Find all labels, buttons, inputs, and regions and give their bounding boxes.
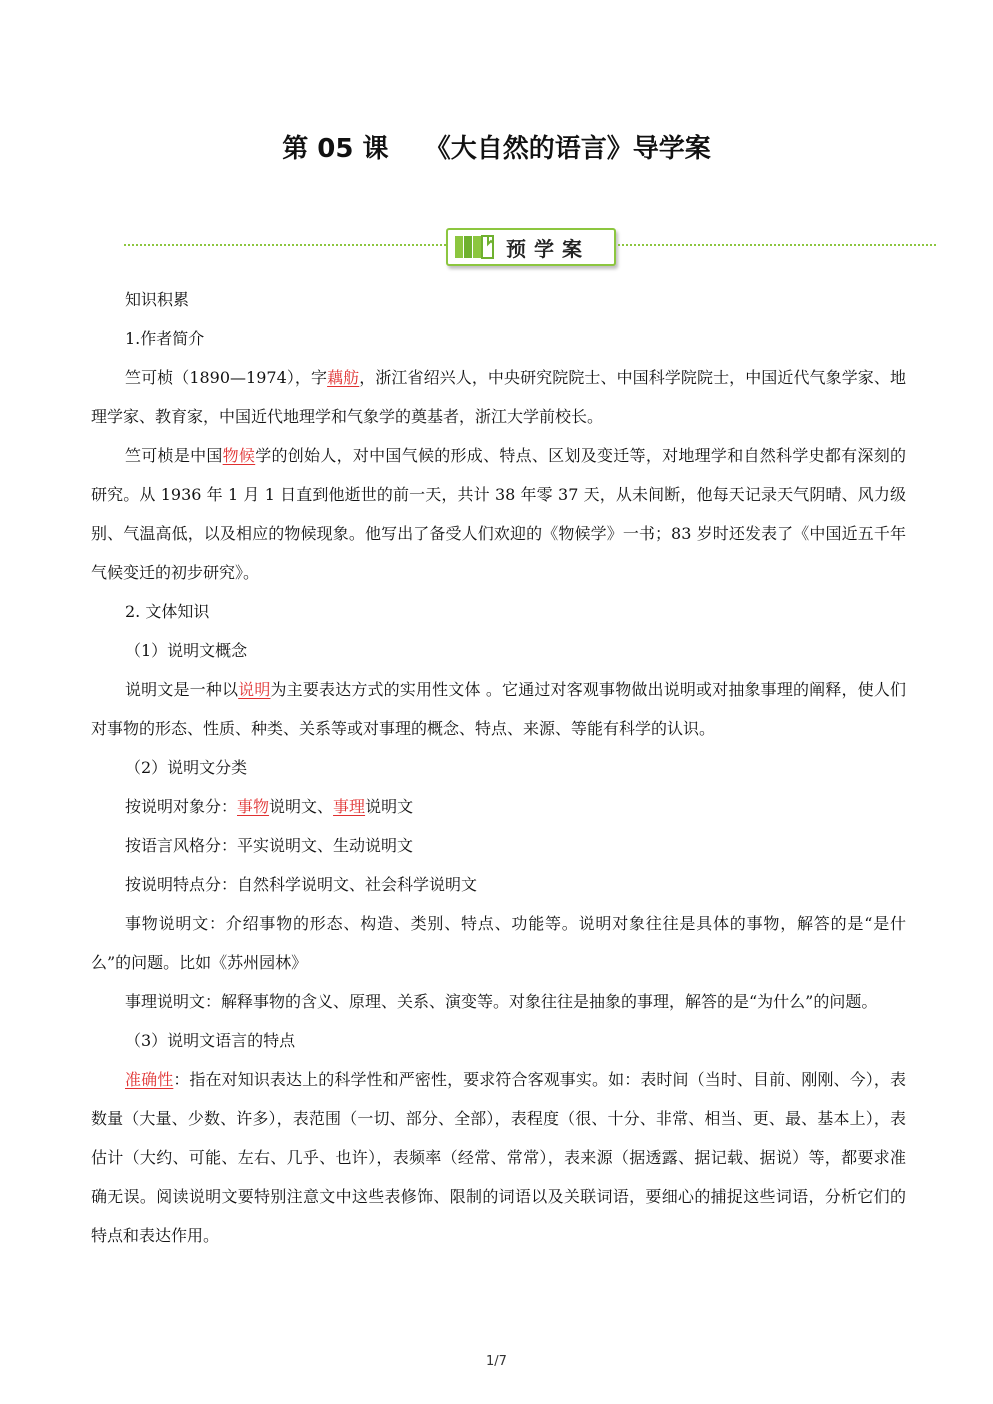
text: 学的创始人，对中国气候的形成、特点、区划及变迁等，对地理学和自然科学史都有深刻的研究。从 1936 年 1 月 1 日直到他逝世的前一天，共计 38 年零 37 天，从未间断，他每天记录天气阴晴、风力级别、气温高低，以及相应的物候现象。他写出了备受人们欢迎的《物候学》一书；83 岁时还发表了《中国近五千年气候变迁的初步研究》。 xyxy=(91,446,906,582)
banner-box xyxy=(446,228,616,266)
heading-concept: （1）说明文概念 xyxy=(125,641,248,660)
highlight-term: 物候 xyxy=(222,446,256,465)
banner-divider-right xyxy=(614,244,936,246)
highlight-term: 说明 xyxy=(238,680,271,699)
highlight-term: 事物 xyxy=(237,797,270,816)
document-body xyxy=(91,280,906,1255)
highlight-term: 事理 xyxy=(333,797,366,816)
highlight-term: 藕舫 xyxy=(327,368,360,387)
classification-by-feature: 按说明特点分：自然科学说明文、社会科学说明文 xyxy=(125,875,478,894)
text: 说明文、 xyxy=(269,797,334,816)
thing-explanation-paragraph: 事物说明文：介绍事物的形态、构造、类别、特点、功能等。说明对象往往是具体的事物，解答的是“是什么”的问题。比如《苏州园林》 xyxy=(91,914,906,972)
heading-author: 1.作者简介 xyxy=(125,329,205,348)
heading-language: （3）说明文语言的特点 xyxy=(125,1031,296,1050)
author-paragraph-2 xyxy=(91,436,906,592)
text: 竺可桢（1890—1974），字 xyxy=(125,368,328,387)
heading-classification: （2）说明文分类 xyxy=(125,758,248,777)
page-number: 1/7 xyxy=(486,1354,507,1369)
text: 按说明对象分： xyxy=(125,797,238,816)
banner-divider-left xyxy=(124,244,446,246)
concept-paragraph xyxy=(91,670,906,748)
banner-label: 预学案 xyxy=(506,237,590,261)
page-title: 第 05 课 《大自然的语言》导学案 xyxy=(282,134,711,164)
text: 说明文 xyxy=(365,797,414,816)
heading-genre: 2. 文体知识 xyxy=(125,602,210,621)
text: 竺可桢是中国 xyxy=(125,446,223,465)
language-paragraph xyxy=(91,1060,906,1255)
author-paragraph-1 xyxy=(91,358,906,436)
text: ，浙江省绍兴人，中央研究院院士、中国科学院院士，中国近代气象学家、地理学家、教育家，中国近代地理学和气象学的奠基者，浙江大学前校长。 xyxy=(91,368,906,426)
text: ：指在对知识表达上的科学性和严密性，要求符合客观事实。如：表时间（当时、目前、刚刚、今），表数量（大量、少数、许多），表范围（一切、部分、全部），表程度（很、十分、非常、相当、更、最、基本上），表估计（大约、可能、左右、几乎、也许），表频率（经常、常常），表来源（据透露、据记载、据说）等，都要求准确无误。阅读说明文要特别注意文中这些表修饰、限制的词语以及关联词语，要细心的捕捉这些词语，分析它们的特点和表达作用。 xyxy=(91,1070,906,1245)
classification-by-object xyxy=(91,787,906,826)
reason-explanation-paragraph: 事理说明文：解释事物的含义、原理、关系、演变等。对象往往是抽象的事理，解答的是“为什么”的问题。 xyxy=(125,992,878,1011)
section-banner xyxy=(124,228,936,268)
heading-knowledge: 知识积累 xyxy=(125,290,190,309)
book-icon xyxy=(454,234,494,260)
highlight-term: 准确性 xyxy=(125,1070,174,1089)
text: 说明文是一种以 xyxy=(125,680,239,699)
text: 为主要表达方式的实用性文体 。它通过对客观事物做出说明或对抽象事理的阐释，使人们对事物的形态、性质、种类、关系等或对事理的概念、特点、来源、等能有科学的认识。 xyxy=(91,680,906,738)
classification-by-style: 按语言风格分：平实说明文、生动说明文 xyxy=(125,836,414,855)
